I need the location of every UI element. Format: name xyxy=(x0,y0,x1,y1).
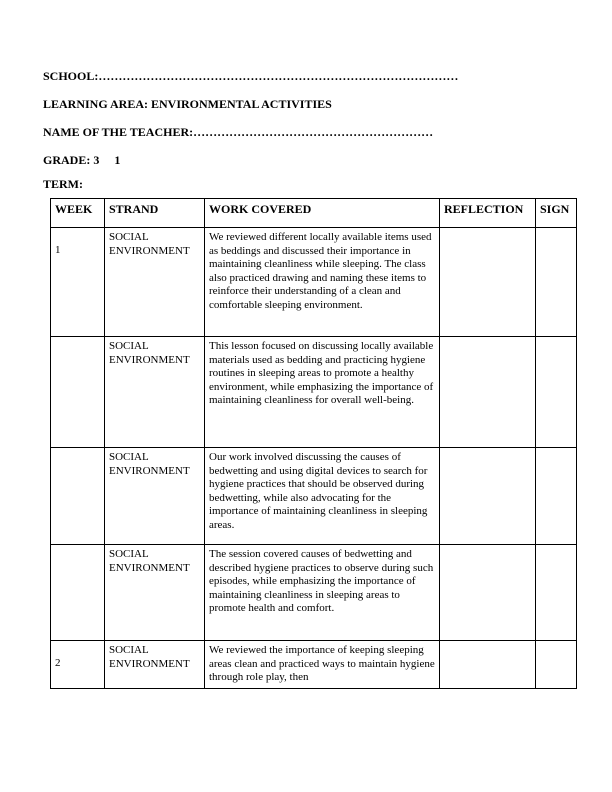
table-row xyxy=(51,337,577,448)
grade-line: GRADE: 3 1 xyxy=(43,154,121,167)
work-covered-cell: The session covered causes of bedwetting and described hygiene practices to observe during such episodes, while emphasizing the importance of maintaining cleanliness in sleeping areas to promote health and comfort. xyxy=(205,545,440,641)
week-cell xyxy=(51,228,105,337)
column-header-week: WEEK xyxy=(51,199,105,228)
document-header xyxy=(43,70,503,191)
sign-cell xyxy=(536,228,577,337)
strand-cell: SOCIAL ENVIRONMENT xyxy=(105,337,205,448)
teacher-name-line xyxy=(43,126,503,139)
table-row xyxy=(51,228,577,337)
sign-cell xyxy=(536,448,577,545)
table-row xyxy=(51,448,577,545)
school-line xyxy=(43,70,503,83)
reflection-cell xyxy=(440,448,536,545)
week-cell xyxy=(51,337,105,448)
school-label: SCHOOL: xyxy=(43,70,99,83)
reflection-cell xyxy=(440,228,536,337)
sign-cell xyxy=(536,337,577,448)
teacher-label: NAME OF THE TEACHER: xyxy=(43,126,194,139)
week-cell xyxy=(51,545,105,641)
sign-cell xyxy=(536,545,577,641)
strand-cell: SOCIAL ENVIRONMENT xyxy=(105,448,205,545)
column-header-strand: STRAND xyxy=(105,199,205,228)
week-number xyxy=(55,548,100,561)
term-line: TERM: xyxy=(43,178,83,191)
work-covered-cell: We reviewed different locally available items used as beddings and discussed their importance in maintaining cleanliness while sleeping. The class also practiced drawing and naming these items to reinforce their understanding of a clean and comfortable sleeping environment. xyxy=(205,228,440,337)
sign-cell xyxy=(536,641,577,689)
column-header-work-covered: WORK COVERED xyxy=(205,199,440,228)
records-table xyxy=(50,198,577,689)
work-covered-cell: We reviewed the importance of keeping sleeping areas clean and practiced ways to maintain hygiene through role play, then xyxy=(205,641,440,689)
strand-cell: SOCIAL ENVIRONMENT xyxy=(105,641,205,689)
week-number xyxy=(55,451,100,464)
strand-cell: SOCIAL ENVIRONMENT xyxy=(105,228,205,337)
table-header-row xyxy=(51,199,577,228)
week-number: 2 xyxy=(55,657,61,669)
week-number xyxy=(55,340,100,353)
school-dotted-line: ……………………………………………………………………………… xyxy=(98,70,459,83)
week-cell xyxy=(51,448,105,545)
reflection-cell xyxy=(440,545,536,641)
reflection-cell xyxy=(440,337,536,448)
week-number: 1 xyxy=(55,244,61,256)
week-cell xyxy=(51,641,105,689)
reflection-cell xyxy=(440,641,536,689)
column-header-reflection: REFLECTION xyxy=(440,199,536,228)
strand-cell: SOCIAL ENVIRONMENT xyxy=(105,545,205,641)
work-covered-cell: Our work involved discussing the causes of bedwetting and using digital devices to search for hygiene practices that should be observed during bedwetting, while also advocating for the importance of maintaining cleanliness in sleeping areas. xyxy=(205,448,440,545)
column-header-sign: SIGN xyxy=(536,199,577,228)
table-row xyxy=(51,545,577,641)
learning-area-line: LEARNING AREA: ENVIRONMENTAL ACTIVITIES xyxy=(43,98,332,111)
table-row xyxy=(51,641,577,689)
teacher-dotted-line: …………………………………………………… xyxy=(193,126,434,139)
work-covered-cell: This lesson focused on discussing locally available materials used as bedding and practicing hygiene routines in sleeping areas to promote a healthy environment, while emphasizing the importance of maintaining cleanliness for overall well-being. xyxy=(205,337,440,448)
